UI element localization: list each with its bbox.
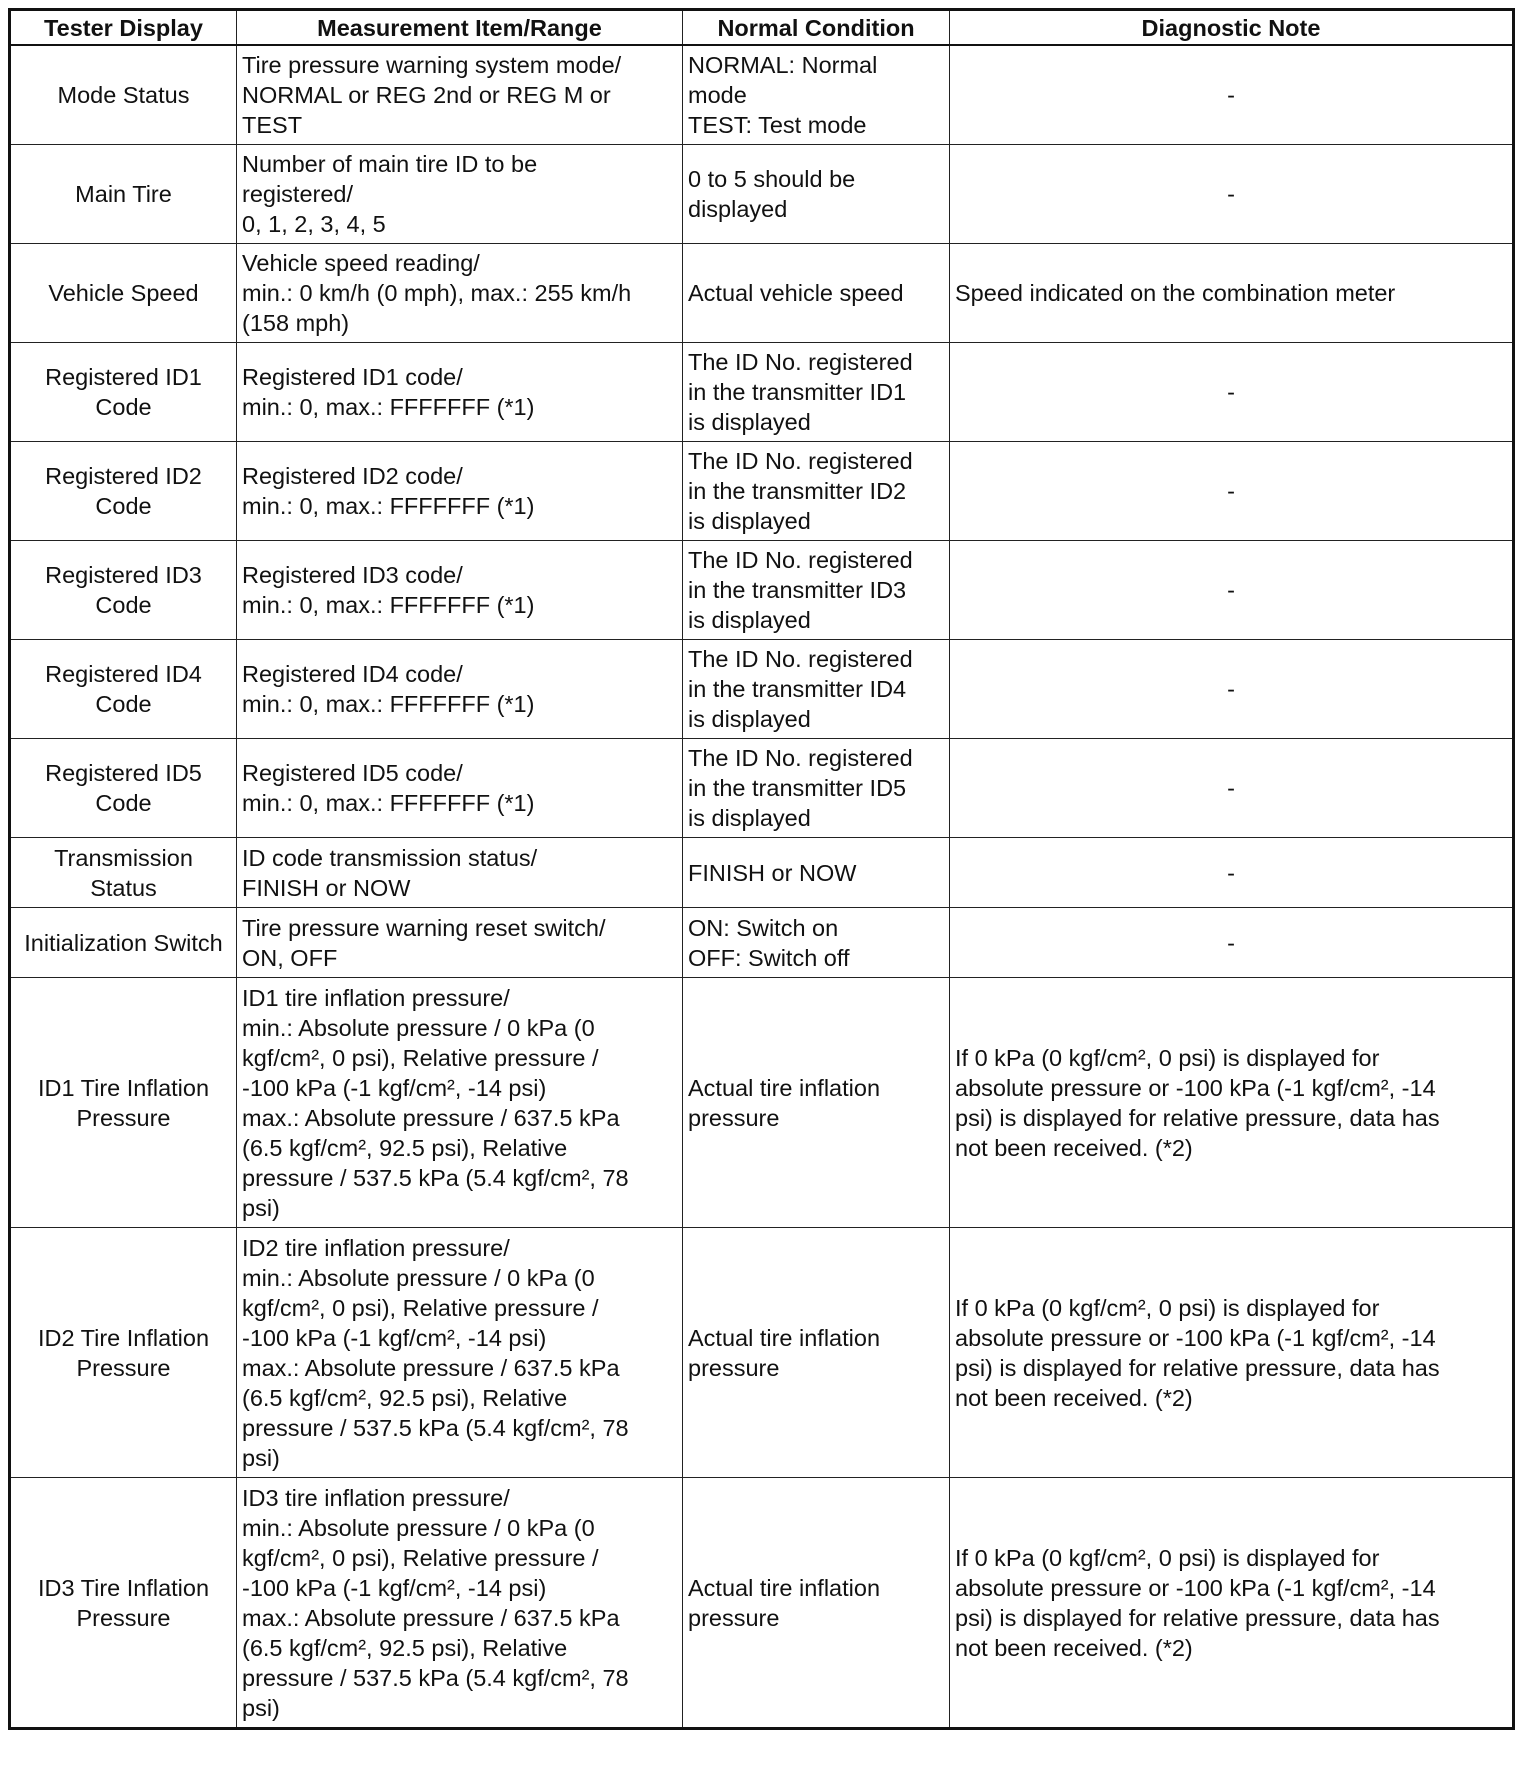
normal-condition-cell [683, 145, 950, 244]
cell-text-line: The ID No. registered [688, 349, 913, 375]
cell-text-line: Mode Status [57, 82, 190, 108]
cell-text-line: in the transmitter ID3 [688, 577, 907, 603]
cell-text-line: Pressure [76, 1354, 171, 1381]
cell-text-line: Transmission [54, 844, 193, 871]
normal-condition-cell [683, 244, 950, 343]
cell-text-line: Code [95, 394, 152, 420]
tester-display-cell [10, 739, 237, 838]
cell-text-line: psi) [242, 1444, 280, 1471]
measurement-range-cell [237, 838, 683, 908]
cell-text-line: -100 kPa (-1 kgf/cm², -14 psi) [242, 1074, 547, 1101]
cell-text-line: max.: Absolute pressure / 637.5 kPa [242, 1604, 620, 1631]
cell-text-line: If 0 kPa (0 kgf/cm², 0 psi) is displayed for [955, 1294, 1380, 1321]
measurement-range-cell [237, 978, 683, 1228]
normal-condition-cell [683, 978, 950, 1228]
cell-text-line: min.: 0 km/h (0 mph), max.: 255 km/h [242, 280, 632, 306]
cell-text-line: Actual tire inflation [688, 1074, 881, 1101]
cell-text-line: Registered ID5 [45, 760, 202, 786]
normal-condition-cell [683, 343, 950, 442]
diagnostic-note-cell [950, 145, 1514, 244]
cell-text-line: in the transmitter ID1 [688, 379, 907, 405]
cell-text-line: kgf/cm², 0 psi), Relative pressure / [242, 1044, 599, 1071]
diagnostic-note-cell [950, 244, 1514, 343]
cell-text-line: psi) [242, 1694, 280, 1721]
cell-text-line: in the transmitter ID5 [688, 775, 907, 801]
cell-text-line: Registered ID5 code/ [242, 760, 463, 786]
cell-text-line: absolute pressure or -100 kPa (-1 kgf/cm², -14 [955, 1324, 1436, 1351]
diagnostic-note-cell [950, 838, 1514, 908]
tester-display-cell [10, 541, 237, 640]
cell-text-line: min.: 0, max.: FFFFFFF (*1) [242, 394, 535, 420]
measurement-range-cell [237, 739, 683, 838]
cell-text-line: - [1227, 577, 1235, 603]
cell-text-line: pressure / 537.5 kPa (5.4 kgf/cm², 78 [242, 1164, 629, 1191]
cell-text-line: Registered ID4 code/ [242, 661, 463, 687]
cell-text-line: ID1 tire inflation pressure/ [242, 984, 510, 1011]
cell-text-line: Pressure [76, 1604, 171, 1631]
tester-display-cell [10, 978, 237, 1228]
cell-text-line: ID2 Tire Inflation [37, 1324, 210, 1351]
cell-text-line: max.: Absolute pressure / 637.5 kPa [242, 1354, 620, 1381]
cell-text-line: Registered ID4 [45, 661, 202, 687]
cell-text-line: psi) is displayed for relative pressure, data has [955, 1104, 1440, 1131]
diagnostic-note-cell [950, 541, 1514, 640]
cell-text-line: psi) is displayed for relative pressure, data has [955, 1354, 1440, 1381]
normal-condition-cell [683, 739, 950, 838]
cell-text-line: pressure / 537.5 kPa (5.4 kgf/cm², 78 [242, 1414, 629, 1441]
normal-condition-cell [683, 1228, 950, 1478]
cell-text-line: Actual vehicle speed [688, 280, 904, 306]
cell-text-line: Tire pressure warning reset switch/ [242, 914, 606, 941]
cell-text-line: max.: Absolute pressure / 637.5 kPa [242, 1104, 620, 1131]
table-row [10, 908, 1514, 978]
diagnostic-note-cell [950, 978, 1514, 1228]
measurement-range-cell [237, 1478, 683, 1729]
cell-text-line: Vehicle Speed [48, 280, 199, 306]
diagnostic-note-cell [950, 1478, 1514, 1729]
cell-text-line: is displayed [688, 607, 811, 633]
cell-text-line: min.: Absolute pressure / 0 kPa (0 [242, 1514, 595, 1541]
tester-display-cell [10, 1478, 237, 1729]
cell-text-line: (158 mph) [242, 310, 350, 336]
measurement-range-cell [237, 343, 683, 442]
diagnostic-note-cell [950, 908, 1514, 978]
cell-text-line: (6.5 kgf/cm², 92.5 psi), Relative [242, 1134, 568, 1161]
table-row [10, 45, 1514, 145]
tester-display-cell [10, 1228, 237, 1478]
table-row [10, 145, 1514, 244]
measurement-range-cell [237, 541, 683, 640]
diagnostic-note-cell [950, 1228, 1514, 1478]
data-list-table [8, 8, 1515, 1730]
cell-text-line: Vehicle speed reading/ [242, 250, 480, 276]
diagnostic-note-cell [950, 640, 1514, 739]
table-row [10, 1228, 1514, 1478]
cell-text-line: psi) [242, 1194, 280, 1221]
cell-text-line: kgf/cm², 0 psi), Relative pressure / [242, 1544, 599, 1571]
cell-text-line: in the transmitter ID4 [688, 676, 907, 702]
cell-text-line: NORMAL or REG 2nd or REG M or [242, 82, 611, 108]
cell-text-line: is displayed [688, 508, 811, 534]
tester-display-cell [10, 145, 237, 244]
cell-text-line: Registered ID3 code/ [242, 562, 463, 588]
cell-text-line: FINISH or NOW [688, 859, 857, 886]
cell-text-line: not been received. (*2) [955, 1384, 1193, 1411]
table-body [10, 45, 1514, 1729]
cell-text-line: The ID No. registered [688, 547, 913, 573]
cell-text-line: Tire pressure warning system mode/ [242, 52, 622, 78]
cell-text-line: mode [688, 82, 747, 108]
cell-text-line: -100 kPa (-1 kgf/cm², -14 psi) [242, 1324, 547, 1351]
cell-text-line: kgf/cm², 0 psi), Relative pressure / [242, 1294, 599, 1321]
cell-text-line: - [1227, 379, 1235, 405]
cell-text-line: min.: Absolute pressure / 0 kPa (0 [242, 1264, 595, 1291]
cell-text-line: OFF: Switch off [688, 944, 850, 971]
cell-text-line: ID code transmission status/ [242, 844, 538, 871]
tester-display-cell [10, 908, 237, 978]
cell-text-line: The ID No. registered [688, 448, 913, 474]
header-normal-condition: Normal Condition [683, 10, 950, 46]
normal-condition-cell [683, 640, 950, 739]
data-list-table-container [8, 8, 1512, 1730]
cell-text-line: ON: Switch on [688, 914, 839, 941]
cell-text-line: - [1227, 82, 1235, 108]
cell-text-line: not been received. (*2) [955, 1634, 1193, 1661]
cell-text-line: Number of main tire ID to be [242, 151, 538, 177]
cell-text-line: is displayed [688, 706, 811, 732]
cell-text-line: TEST: Test mode [688, 112, 867, 138]
table-row [10, 739, 1514, 838]
cell-text-line: Registered ID2 [45, 463, 202, 489]
cell-text-line: Main Tire [75, 181, 172, 207]
cell-text-line: - [1227, 775, 1235, 801]
cell-text-line: min.: 0, max.: FFFFFFF (*1) [242, 493, 535, 519]
cell-text-line: ID3 Tire Inflation [37, 1574, 210, 1601]
cell-text-line: min.: 0, max.: FFFFFFF (*1) [242, 592, 535, 618]
normal-condition-cell [683, 838, 950, 908]
cell-text-line: The ID No. registered [688, 745, 913, 771]
cell-text-line: Speed indicated on the combination meter [955, 280, 1396, 306]
cell-text-line: Actual tire inflation [688, 1574, 881, 1601]
cell-text-line: FINISH or NOW [242, 874, 411, 901]
cell-text-line: 0, 1, 2, 3, 4, 5 [242, 211, 386, 237]
diagnostic-note-cell [950, 45, 1514, 145]
cell-text-line: is displayed [688, 409, 811, 435]
cell-text-line: - [1227, 929, 1235, 956]
cell-text-line: Status [90, 874, 157, 901]
cell-text-line: If 0 kPa (0 kgf/cm², 0 psi) is displayed for [955, 1044, 1380, 1071]
table-row [10, 838, 1514, 908]
measurement-range-cell [237, 45, 683, 145]
cell-text-line: ID1 Tire Inflation [37, 1074, 210, 1101]
table-row [10, 343, 1514, 442]
tester-display-cell [10, 45, 237, 145]
table-row [10, 244, 1514, 343]
cell-text-line: Code [95, 592, 152, 618]
table-row [10, 442, 1514, 541]
cell-text-line: registered/ [242, 181, 354, 207]
cell-text-line: TEST [242, 112, 303, 138]
cell-text-line: (6.5 kgf/cm², 92.5 psi), Relative [242, 1384, 568, 1411]
cell-text-line: NORMAL: Normal [688, 52, 878, 78]
header-row [10, 10, 1514, 46]
measurement-range-cell [237, 145, 683, 244]
cell-text-line: displayed [688, 196, 788, 222]
measurement-range-cell [237, 640, 683, 739]
table-row [10, 541, 1514, 640]
header-tester-display: Tester Display [10, 10, 237, 46]
cell-text-line: Code [95, 493, 152, 519]
cell-text-line: absolute pressure or -100 kPa (-1 kgf/cm², -14 [955, 1574, 1436, 1601]
measurement-range-cell [237, 908, 683, 978]
cell-text-line: 0 to 5 should be [688, 166, 856, 192]
cell-text-line: Registered ID1 [45, 364, 202, 390]
cell-text-line: absolute pressure or -100 kPa (-1 kgf/cm², -14 [955, 1074, 1436, 1101]
tester-display-cell [10, 244, 237, 343]
cell-text-line: Registered ID1 code/ [242, 364, 463, 390]
cell-text-line: - [1227, 181, 1235, 207]
cell-text-line: If 0 kPa (0 kgf/cm², 0 psi) is displayed for [955, 1544, 1380, 1571]
cell-text-line: Registered ID2 code/ [242, 463, 463, 489]
cell-text-line: Actual tire inflation [688, 1324, 881, 1351]
cell-text-line: ID3 tire inflation pressure/ [242, 1484, 510, 1511]
cell-text-line: Pressure [76, 1104, 171, 1131]
cell-text-line: psi) is displayed for relative pressure, data has [955, 1604, 1440, 1631]
cell-text-line: - [1227, 859, 1235, 886]
measurement-range-cell [237, 244, 683, 343]
normal-condition-cell [683, 1478, 950, 1729]
measurement-range-cell [237, 1228, 683, 1478]
cell-text-line: not been received. (*2) [955, 1134, 1193, 1161]
table-row [10, 978, 1514, 1228]
tester-display-cell [10, 343, 237, 442]
cell-text-line: - [1227, 478, 1235, 504]
cell-text-line: ID2 tire inflation pressure/ [242, 1234, 510, 1261]
cell-text-line: Registered ID3 [45, 562, 202, 588]
normal-condition-cell [683, 541, 950, 640]
normal-condition-cell [683, 442, 950, 541]
cell-text-line: pressure [688, 1604, 780, 1631]
cell-text-line: min.: 0, max.: FFFFFFF (*1) [242, 691, 535, 717]
tester-display-cell [10, 640, 237, 739]
measurement-range-cell [237, 442, 683, 541]
header-measurement-item-range: Measurement Item/Range [237, 10, 683, 46]
cell-text-line: in the transmitter ID2 [688, 478, 907, 504]
diagnostic-note-cell [950, 739, 1514, 838]
cell-text-line: pressure / 537.5 kPa (5.4 kgf/cm², 78 [242, 1664, 629, 1691]
cell-text-line: - [1227, 676, 1235, 702]
cell-text-line: Initialization Switch [24, 929, 223, 956]
cell-text-line: min.: 0, max.: FFFFFFF (*1) [242, 790, 535, 816]
tester-display-cell [10, 442, 237, 541]
cell-text-line: Code [95, 691, 152, 717]
cell-text-line: -100 kPa (-1 kgf/cm², -14 psi) [242, 1574, 547, 1601]
cell-text-line: min.: Absolute pressure / 0 kPa (0 [242, 1014, 595, 1041]
cell-text-line: (6.5 kgf/cm², 92.5 psi), Relative [242, 1634, 568, 1661]
table-row [10, 640, 1514, 739]
tester-display-cell [10, 838, 237, 908]
diagnostic-note-cell [950, 442, 1514, 541]
cell-text-line: is displayed [688, 805, 811, 831]
normal-condition-cell [683, 45, 950, 145]
table-row [10, 1478, 1514, 1729]
cell-text-line: Code [95, 790, 152, 816]
cell-text-line: ON, OFF [242, 944, 338, 971]
cell-text-line: The ID No. registered [688, 646, 913, 672]
normal-condition-cell [683, 908, 950, 978]
cell-text-line: pressure [688, 1104, 780, 1131]
header-diagnostic-note: Diagnostic Note [950, 10, 1514, 46]
diagnostic-note-cell [950, 343, 1514, 442]
cell-text-line: pressure [688, 1354, 780, 1381]
